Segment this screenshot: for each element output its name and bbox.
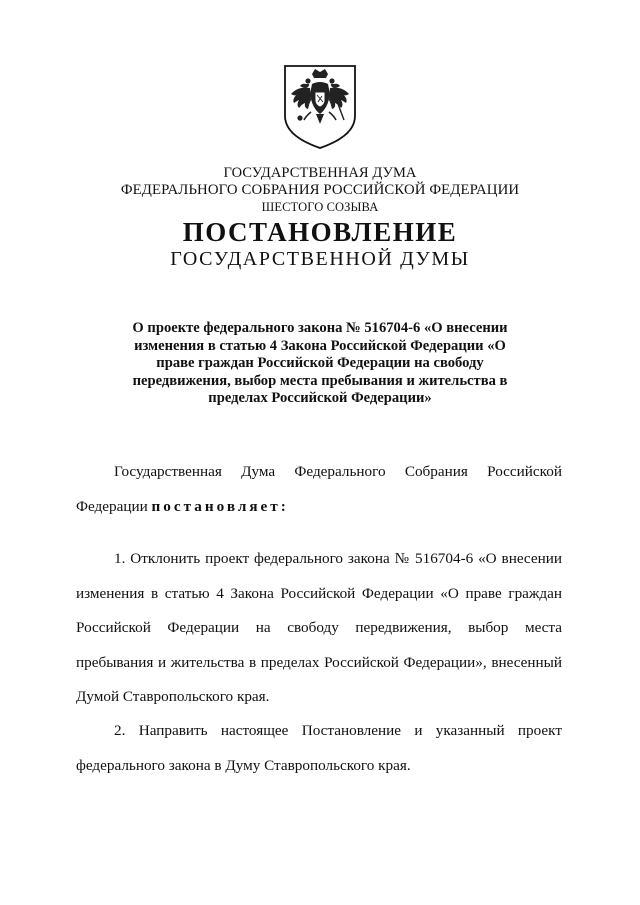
resolution-item-2: 2. Направить настоящее Постановление и указанный проект федерального закона в Думу Ставропольского края.: [76, 722, 562, 774]
document-type-title: ПОСТАНОВЛЕНИЕ: [182, 217, 458, 247]
subject-line: передвижения, выбор места пребывания и жительства в: [132, 372, 508, 389]
org-name-line-1: ГОСУДАРСТВЕННАЯ ДУМА: [223, 165, 417, 181]
subject-line: изменения в статью 4 Закона Российской Федерации «О: [134, 337, 506, 354]
subject-line: праве граждан Российской Федерации на свободу: [156, 355, 484, 371]
subject-line: О проекте федерального закона № 516704-6 «О внесении: [132, 320, 508, 336]
intro-paragraph: [76, 455, 562, 524]
decision-word: постановляет:: [151, 497, 289, 515]
document-subject: [110, 320, 530, 408]
intro-text: Государственная Дума Федерального Собрания Российской Федерации: [76, 463, 562, 515]
org-name-line-2: ФЕДЕРАЛЬНОГО СОБРАНИЯ РОССИЙСКОЙ ФЕДЕРАЦИИ: [120, 182, 520, 198]
resolution-item-1: 1. Отклонить проект федерального закона № 516704-6 «О внесении изменения в статью 4 Закона Российской Федерации «О праве граждан Российской Федерации на свободу передвижения, выбор места пребывания и жительства в пределах Российской Федерации», внесенный Думой Ставропольского края.: [76, 550, 562, 705]
subject-line: пределах Российской Федерации»: [208, 390, 432, 406]
convocation-label: ШЕСТОГО СОЗЫВА: [261, 200, 379, 214]
double-headed-eagle-coat-of-arms-icon: [282, 64, 358, 150]
document-issuer: ГОСУДАРСТВЕННОЙ ДУМЫ: [170, 248, 470, 270]
